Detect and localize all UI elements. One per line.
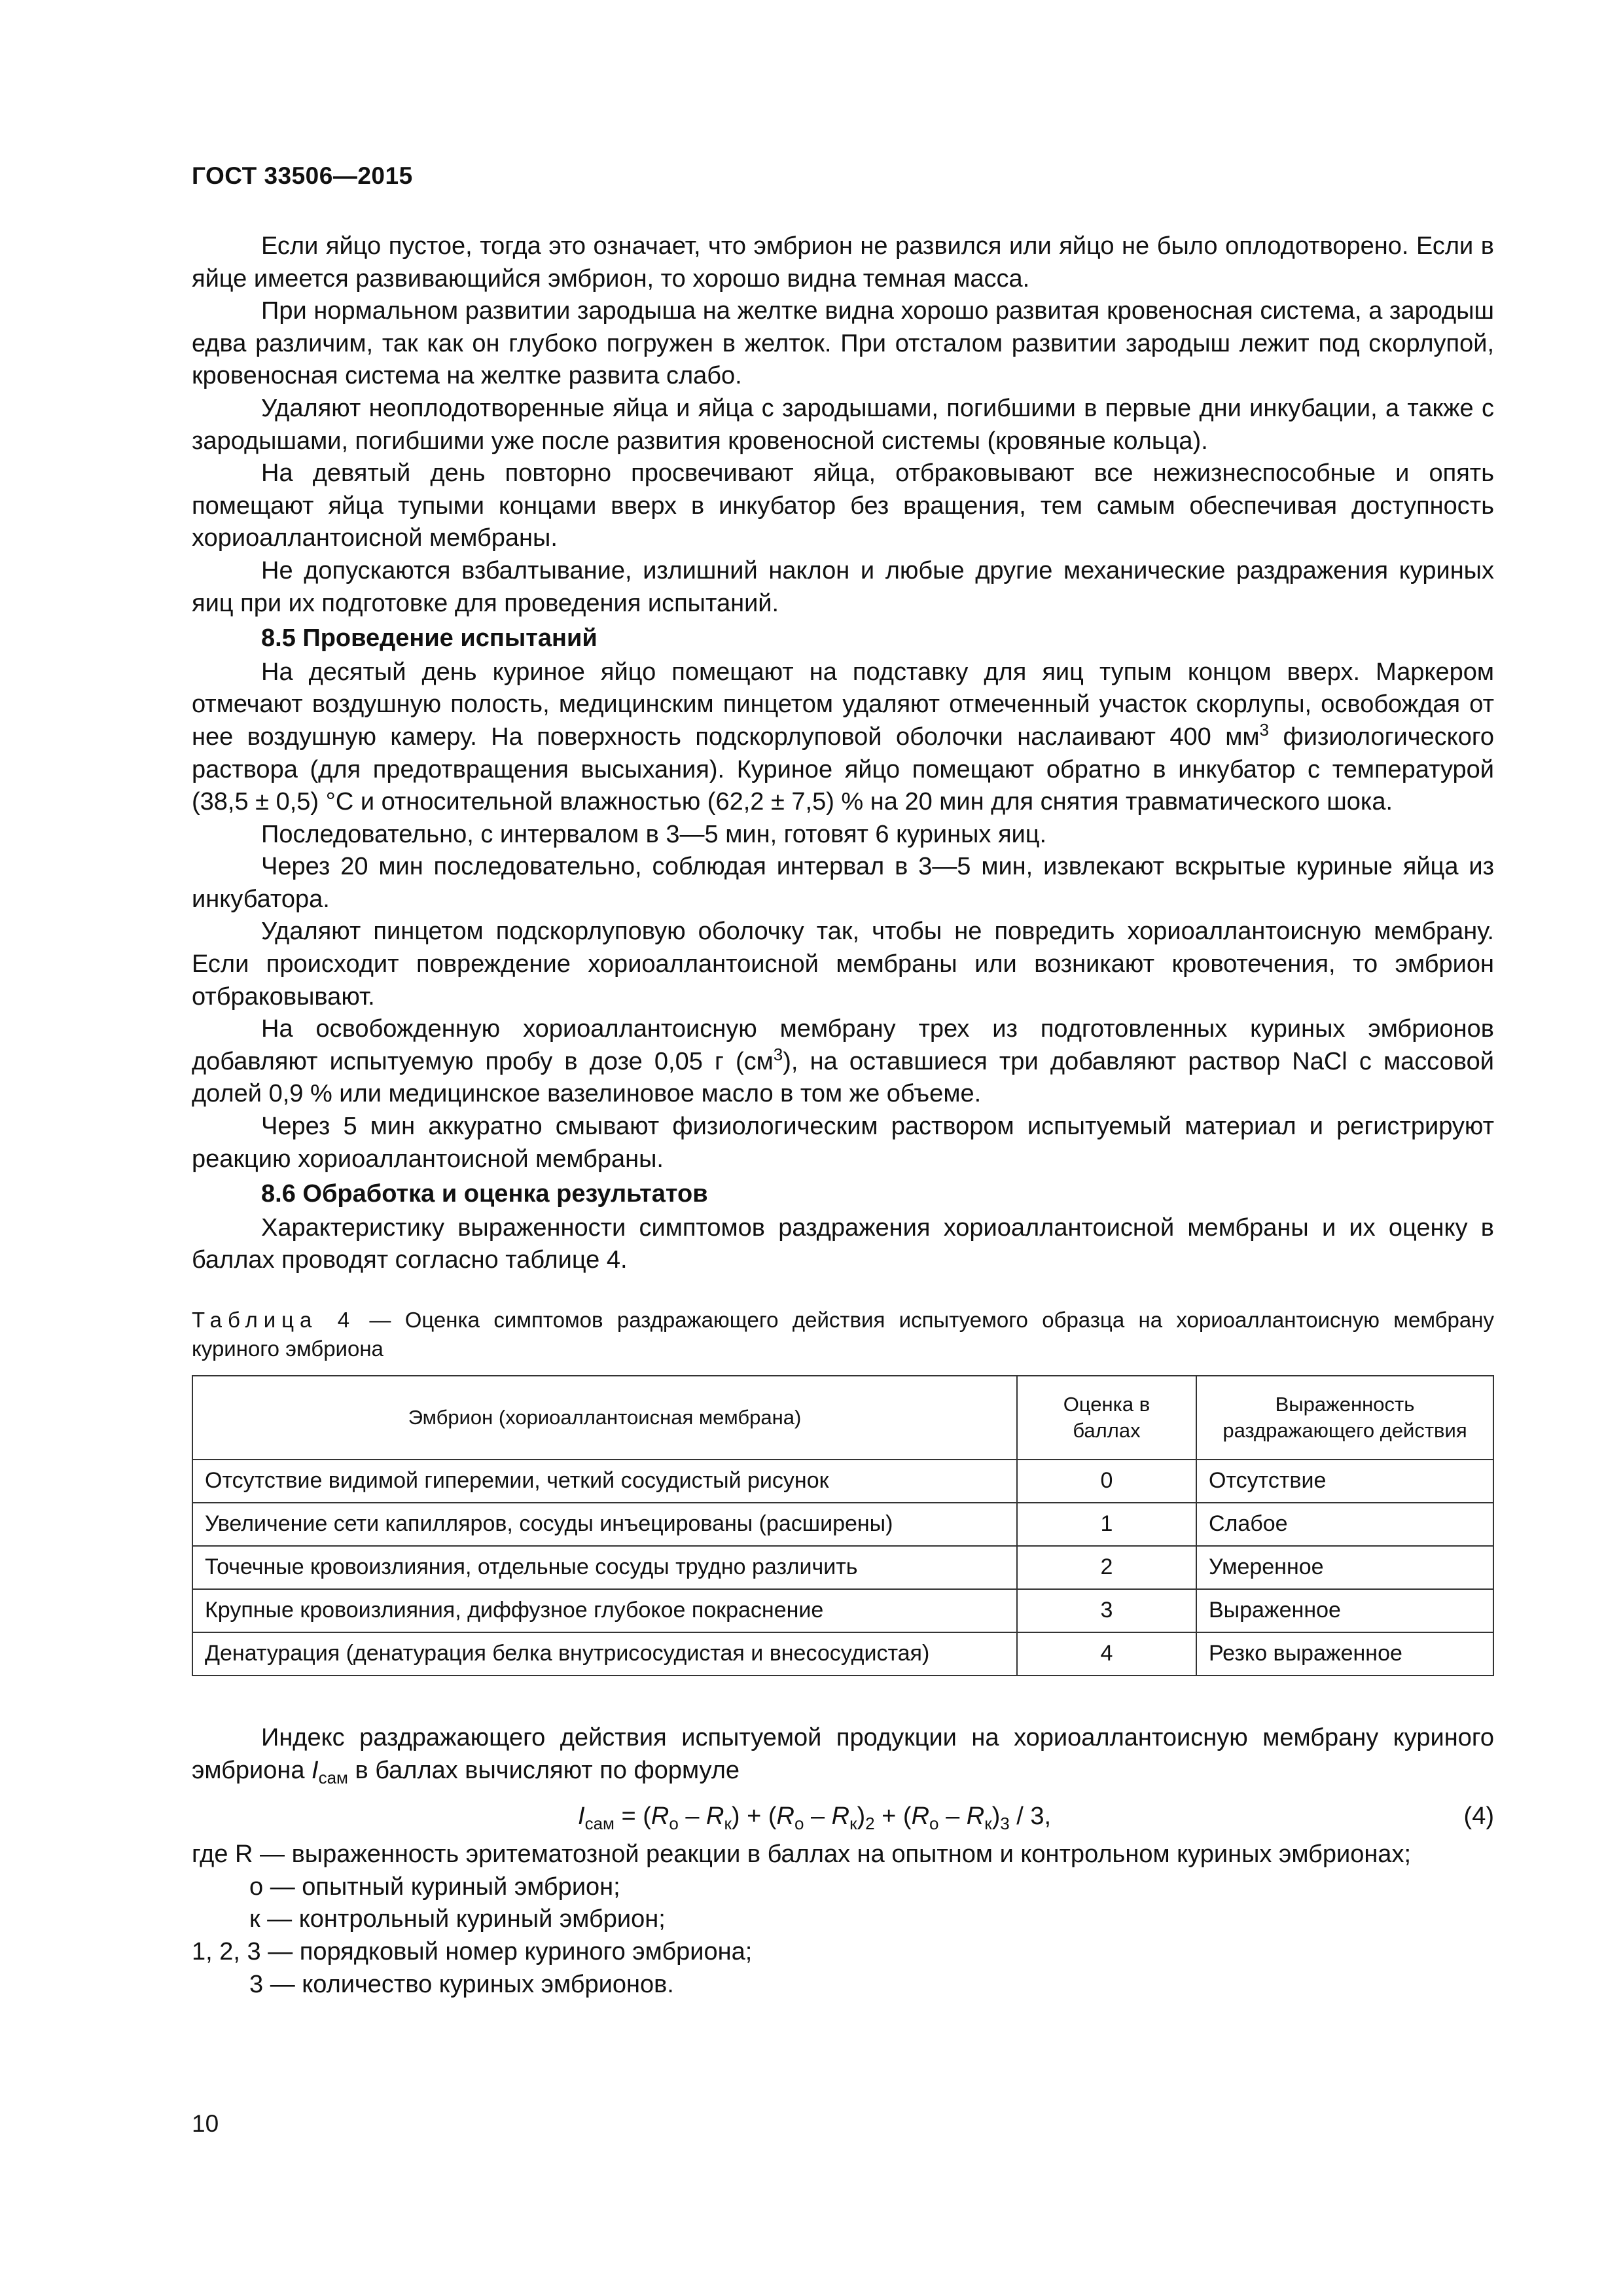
table-row: Увеличение сети капилляров, сосуды инъецированы (расширены) 1 Слабое	[192, 1503, 1493, 1546]
definition-line: 3 — количество куриных эмбрионов.	[249, 1970, 674, 1998]
formula-4	[192, 1795, 1494, 1839]
column-header: Оценка в баллах	[1017, 1376, 1196, 1460]
formula-number: (4)	[1463, 1803, 1494, 1831]
paragraph: Через 20 мин последовательно, соблюдая интервал в 3—5 мин, извлекают вскрытые куриные яйца из инкубатора.	[192, 853, 1494, 913]
section-heading-8-6: 8.6 Обработка и оценка результатов	[261, 1180, 708, 1208]
paragraph: Характеристику выраженности симптомов раздражения хориоаллантоисной мембраны и их оценку в баллах проводят согласно таблице 4.	[192, 1213, 1494, 1274]
column-header: Эмбрион (хориоаллантоисная мембрана)	[192, 1376, 1017, 1460]
table-row: Точечные кровоизлияния, отдельные сосуды трудно различить 2 Умеренное	[192, 1546, 1493, 1589]
table-row: Крупные кровоизлияния, диффузное глубокое покраснение 3 Выраженное	[192, 1589, 1493, 1632]
standard-header: ГОСТ 33506—2015	[192, 162, 413, 189]
index-paragraph: Индекс раздражающего действия испытуемой продукции на хориоаллантоисную мембрану куриного эмбриона $I_{сам}$ в баллах вычисляют по формуле	[192, 1724, 1494, 1787]
paragraph: При нормальном развитии зародыша на желтке видна хорошо развитая кровеносная система, а зародыш едва различим, так как он глубоко погружен в желток. При отсталом развитии зародыш лежит под скорлупой, кровеносная система на желтке развита слабо.	[192, 297, 1494, 390]
column-header: Выраженность раздражающего действия	[1196, 1376, 1493, 1460]
definition-line: о — опытный куриный эмбрион;	[249, 1873, 620, 1901]
document-body	[192, 230, 1494, 2001]
definition-line: к — контрольный куриный эмбрион;	[249, 1905, 666, 1933]
section-heading-8-5: 8.5 Проведение испытаний	[261, 624, 597, 653]
formula-expression: $I_{сам} = (R_о - R_к) + (R_о - R_к)_2 + (R_о - R_к)_3 / 3$,	[578, 1803, 1052, 1834]
page-number: 10	[192, 2110, 219, 2137]
paragraph: Последовательно, с интервалом в 3—5 мин, готовят 6 куриных яиц.	[261, 820, 1047, 848]
table-caption: Таблица 4 — Оценка симптомов раздражающего действия испытуемого образца на хориоаллантоисную мембрану куриного эмбриона	[192, 1308, 1494, 1361]
paragraph: Удаляют неоплодотворенные яйца и яйца с зародышами, погибшими в первые дни инкубации, а также с зародышами, погибшими уже после развития кровеносной системы (кровяные кольца).	[192, 394, 1494, 455]
paragraph: Удаляют пинцетом подскорлуповую оболочку так, чтобы не повредить хориоаллантоисную мембрану. Если происходит повреждение хориоаллантоисной мембраны или возникают кровотечения, то эмбрион отбраковывают.	[192, 918, 1494, 1011]
paragraph: На девятый день повторно просвечивают яйца, отбраковывают все нежизнеспособные и опять помещают яйца тупыми концами вверх в инкубатор без вращения, тем самым обеспечивая доступность хориоаллантоисной мембраны.	[192, 459, 1494, 552]
paragraph: Если яйцо пустое, тогда это означает, что эмбрион не развился или яйцо не было оплодотворено. Если в яйце имеется развивающийся эмбрион, то хорошо видна темная масса.	[192, 232, 1494, 293]
paragraph: На десятый день куриное яйцо помещают на подставку для яиц тупым концом вверх. Маркером отмечают воздушную полость, медицинским пинцетом удаляют отмеченный участок скорлупы, освобождая от нее воздушную камеру. На поверхность подскорлуповой оболочки наслаивают 400 $мм^3$ физиологического раствора (для предотвращения высыхания). Куриное яйцо помещают обратно в инкубатор с температурой (38,5 ± 0,5) °С и относительной влажностью (62,2 ± 7,5) % на 20 мин для снятия травматического шока.	[192, 658, 1494, 816]
paragraph: Не допускаются взбалтывание, излишний наклон и любые другие механические раздражения куриных яиц при их подготовке для проведения испытаний.	[192, 556, 1494, 617]
paragraph: Через 5 мин аккуратно смывают физиологическим раствором испытуемый материал и регистрируют реакцию хориоаллантоисной мембраны.	[192, 1113, 1494, 1173]
definition-line: 1, 2, 3 — порядковый номер куриного эмбриона;	[192, 1937, 753, 1965]
table-row: Отсутствие видимой гиперемии, четкий сосудистый рисунок 0 Отсутствие	[192, 1460, 1493, 1503]
paragraph: На освобожденную хориоаллантоисную мембрану трех из подготовленных куриных эмбрионов добавляют испытуемую пробу в дозе 0,05 г $(см^3)$, на оставшиеся три добавляют раствор NaCl с массовой долей 0,9 % или медицинское вазелиновое масло в том же объеме.	[192, 1015, 1494, 1108]
definition-line: где R — выраженность эритематозной реакции в баллах на опытном и контрольном куриных эмбрионах;	[192, 1840, 1412, 1869]
table-header-row	[192, 1376, 1493, 1460]
formula-definitions	[192, 1839, 1494, 2001]
symptom-table	[192, 1375, 1494, 1676]
table-row: Денатурация (денатурация белка внутрисосудистая и внесосудистая) 4 Резко выраженное	[192, 1632, 1493, 1676]
